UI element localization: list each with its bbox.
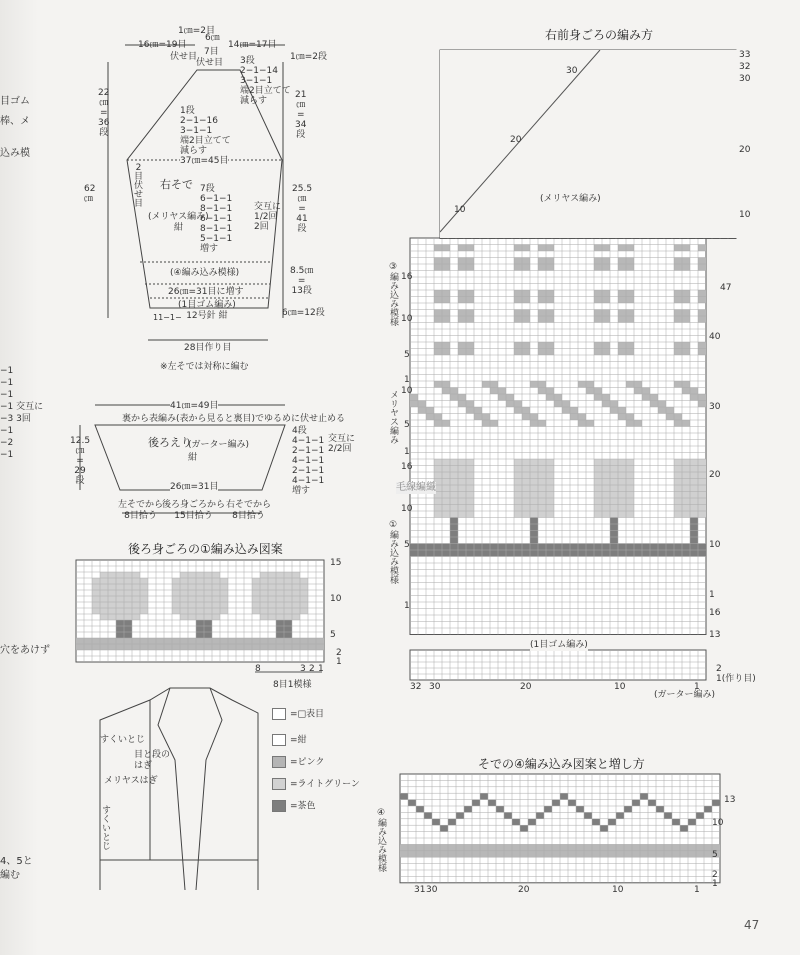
- front-cast-1: 1(作り目): [716, 674, 756, 684]
- legend-swatch-brown: [272, 800, 286, 812]
- sleeve-6cm: 6㎝: [205, 33, 220, 43]
- collar-inc-note: 交互に 2/2回: [328, 434, 356, 454]
- margin-text-1: 目ゴム: [0, 96, 30, 107]
- back-row-5: 5: [330, 630, 336, 640]
- front-left-1b: 1: [404, 447, 410, 457]
- sleeve-fuse2: 2 目 伏 せ 目: [134, 163, 144, 209]
- front-rib-label: (1目ゴム編み): [530, 640, 588, 650]
- sleeve-name: 右そで: [160, 178, 193, 191]
- sleeve-chart-title: そでの④編み込み図案と増し方: [478, 757, 645, 771]
- front-right-47: 47: [720, 283, 732, 293]
- legend-swatch-navy: [272, 734, 286, 746]
- legend-swatch-lightgreen: [272, 778, 286, 790]
- sleeve-chart-b10: 10: [612, 885, 624, 895]
- front-right-16: 16: [709, 608, 721, 618]
- sleeve-stitch: (メリヤス編み) 紺: [148, 212, 209, 233]
- front-right-10: 10: [709, 540, 721, 550]
- sleeve-fuse-right: 伏せ目: [196, 58, 224, 68]
- front-diag-10: 10: [454, 205, 466, 215]
- front-left-1c: 1: [404, 601, 410, 611]
- sleeve-chart-b30: 30: [426, 885, 438, 895]
- back-col-1: 1: [318, 664, 324, 674]
- back-repeat: 8目1模様: [273, 680, 312, 690]
- sleeve-inc: 7段 6−1−1 8−1−1 6−1−1 8−1−1 5−1−1 増す: [200, 184, 233, 254]
- front-left-1a: 1: [404, 375, 410, 385]
- margin-num-7: −2: [0, 438, 14, 448]
- back-row-2: 2: [336, 648, 342, 658]
- front-tr-10: 10: [739, 210, 751, 220]
- front-left-16a: 16: [401, 272, 413, 282]
- sleeve-dec-right: 3段 2−1−14 3−1−1 端2目立てて 減らす: [240, 56, 291, 106]
- sleeve-fuse-left: 伏せ目: [170, 52, 198, 62]
- sleeve-cast-on: 28目作り目: [184, 343, 232, 353]
- margin-text-3: 込み模: [0, 148, 30, 159]
- sleeve-inc-note: 交互に 1/2回 2回: [254, 202, 282, 232]
- sleeve-right-6: 6㎝=12段: [282, 308, 325, 318]
- front-left-10a: 10: [401, 314, 413, 324]
- legend-swatch-white: [272, 708, 286, 720]
- sleeve-chart-b1: 1: [694, 885, 700, 895]
- front-bottom-32: 32: [410, 682, 422, 692]
- front-left-5b: 5: [404, 420, 410, 430]
- front-diag-20: 20: [510, 135, 522, 145]
- collar-inc: 4段 4−1−1 2−1−1 4−1−1 2−1−1 4−1−1 増す: [292, 426, 325, 496]
- collar-width-41: 41㎝=49目: [170, 401, 219, 411]
- sleeve-right-25: 25.5 ㎝ = 41 段: [292, 184, 313, 234]
- collar-color: 紺: [188, 453, 198, 463]
- margin-num-8: −1: [0, 450, 14, 460]
- front-right-30: 30: [709, 402, 721, 412]
- sleeve-top-mid: 1㎝=2目: [178, 26, 215, 36]
- sleeve-top-right: 14㎝=17目: [228, 40, 277, 50]
- sleeve-width-37: 37㎝=45目: [180, 156, 229, 166]
- margin-text-6: 編む: [0, 870, 20, 881]
- sleeve-note: ※左そでは対称に編む: [160, 362, 249, 372]
- assembly-label-3: はぎ: [134, 761, 153, 771]
- back-row-15: 15: [330, 558, 342, 568]
- back-col-8: 8: [255, 664, 261, 674]
- front-section-3: ③編み込み模様: [388, 262, 398, 326]
- legend-knit: =□表目: [272, 708, 324, 721]
- front-tr-32: 32: [739, 62, 751, 72]
- front-cast-2: 2: [716, 664, 722, 674]
- sleeve-right-85: 8.5㎝ = 13段: [290, 266, 314, 296]
- back-col-3: 3: [300, 664, 306, 674]
- front-stitch-label: (メリヤス編み): [540, 194, 601, 204]
- front-tr-30: 30: [739, 74, 751, 84]
- front-left-10b: 10: [401, 386, 413, 396]
- sleeve-left-22: 22 ㎝ = 36 段: [98, 88, 110, 138]
- margin-text-5: 4、5と: [0, 856, 33, 867]
- margin-num-2: −1: [0, 378, 14, 388]
- collar-left-12: 12.5 ㎝ = 29 段: [70, 436, 91, 486]
- sleeve-chart-b20: 20: [518, 885, 530, 895]
- sleeve-right-rows: 1㎝=2段: [290, 52, 327, 62]
- front-left-10c: 10: [401, 504, 413, 514]
- back-row-1: 1: [336, 657, 342, 667]
- front-right-40: 40: [709, 332, 721, 342]
- sleeve-width-26: 26㎝=31目に増す: [168, 287, 244, 297]
- front-right-13: 13: [709, 630, 721, 640]
- front-chart-grid-frame: [410, 238, 706, 635]
- sleeve-chart-1: 1: [712, 879, 718, 889]
- assembly-label-4: メリヤスはぎ: [104, 776, 158, 786]
- front-bottom-20: 20: [520, 682, 532, 692]
- front-section-1: ①編み込み模様: [388, 520, 398, 584]
- legend-navy: =紺: [272, 734, 307, 747]
- front-left-16b: 16: [401, 462, 413, 472]
- sleeve-chart-5: 5: [712, 850, 718, 860]
- sleeve-rib-marks: 11−1−: [153, 313, 182, 322]
- front-section-meriyasu: メリヤス編み: [388, 390, 398, 444]
- assembly-label-2: 目と段の: [134, 750, 171, 760]
- collar-pickup-3: 右そでから 8目拾う: [226, 500, 272, 521]
- front-garter-label: (ガーター編み): [654, 690, 716, 700]
- sleeve-chart-b31: 31: [414, 885, 426, 895]
- sleeve-dec-center: 1段 2−1−16 3−1−1 端2目立てて 減らす: [180, 106, 231, 156]
- sleeve-chart-13: 13: [724, 795, 736, 805]
- front-bottom-1: 1: [694, 682, 700, 692]
- sleeve-right-21: 21 ㎝ = 34 段: [295, 90, 307, 140]
- legend-brown: =茶色: [272, 800, 316, 813]
- front-bottom-10: 10: [614, 682, 626, 692]
- margin-num-3: −1: [0, 390, 14, 400]
- back-row-10: 10: [330, 594, 342, 604]
- margin-text-2: 棒、メ: [0, 116, 30, 127]
- collar-pickup-2: 後ろ身ごろから 15目拾う: [162, 500, 226, 521]
- legend-pink: =ピンク: [272, 756, 324, 769]
- sleeve-chart-grid-lines: [400, 774, 720, 883]
- collar-stitch: (ガーター編み): [188, 440, 250, 450]
- front-tr-33: 33: [739, 50, 751, 60]
- legend-lightgreen: =ライトグリーン: [272, 778, 360, 791]
- assembly-label-1: すくいとじ: [100, 735, 146, 745]
- back-col-2: 2: [309, 664, 315, 674]
- front-bottom-30: 30: [429, 682, 441, 692]
- rib-grid-frame: [410, 650, 706, 680]
- front-tr-20: 20: [739, 145, 751, 155]
- front-chart-title: 右前身ごろの編み方: [545, 28, 654, 42]
- front-left-5c: 5: [404, 540, 410, 550]
- sleeve-chart-side: ④編み込み模様: [376, 808, 386, 872]
- front-right-20: 20: [709, 470, 721, 480]
- page-number: 47: [744, 918, 760, 932]
- back-chart-title: 後ろ身ごろの①編み込み図案: [128, 542, 283, 556]
- assembly-label-5: すくいとじ: [100, 805, 110, 850]
- collar-instruction: 裏から表編み(表から見ると裏目)でゆるめに伏せ止める: [122, 414, 346, 424]
- margin-num-6: −1: [0, 426, 14, 436]
- margin-num-5: −3 3回: [0, 414, 31, 424]
- front-left-5a: 5: [404, 350, 410, 360]
- sleeve-chart-2: 2: [712, 870, 718, 880]
- margin-num-4: −1 交互に: [0, 402, 44, 412]
- margin-text-4: 穴をあけず: [0, 645, 50, 656]
- sleeve-top-left: 16㎝=19目: [138, 40, 187, 50]
- sleeve-pattern4: (④編み込み模様): [170, 268, 240, 278]
- collar-width-26: 26㎝=31目: [170, 482, 219, 492]
- margin-num-1: −1: [0, 366, 14, 376]
- sleeve-left-62: 62 ㎝: [84, 184, 96, 204]
- watermark: 毛線編織: [396, 482, 436, 493]
- sleeve-rib: (1目ゴム編み) 12号針 紺: [178, 300, 236, 321]
- collar-name: 後ろえり: [148, 436, 192, 449]
- sleeve-7: 7目: [204, 47, 219, 57]
- collar-pickup-1: 左そでから 8目拾う: [118, 500, 164, 521]
- legend-swatch-pink: [272, 756, 286, 768]
- front-right-1: 1: [709, 590, 715, 600]
- sleeve-chart-10: 10: [712, 818, 724, 828]
- front-diag-30: 30: [566, 66, 578, 76]
